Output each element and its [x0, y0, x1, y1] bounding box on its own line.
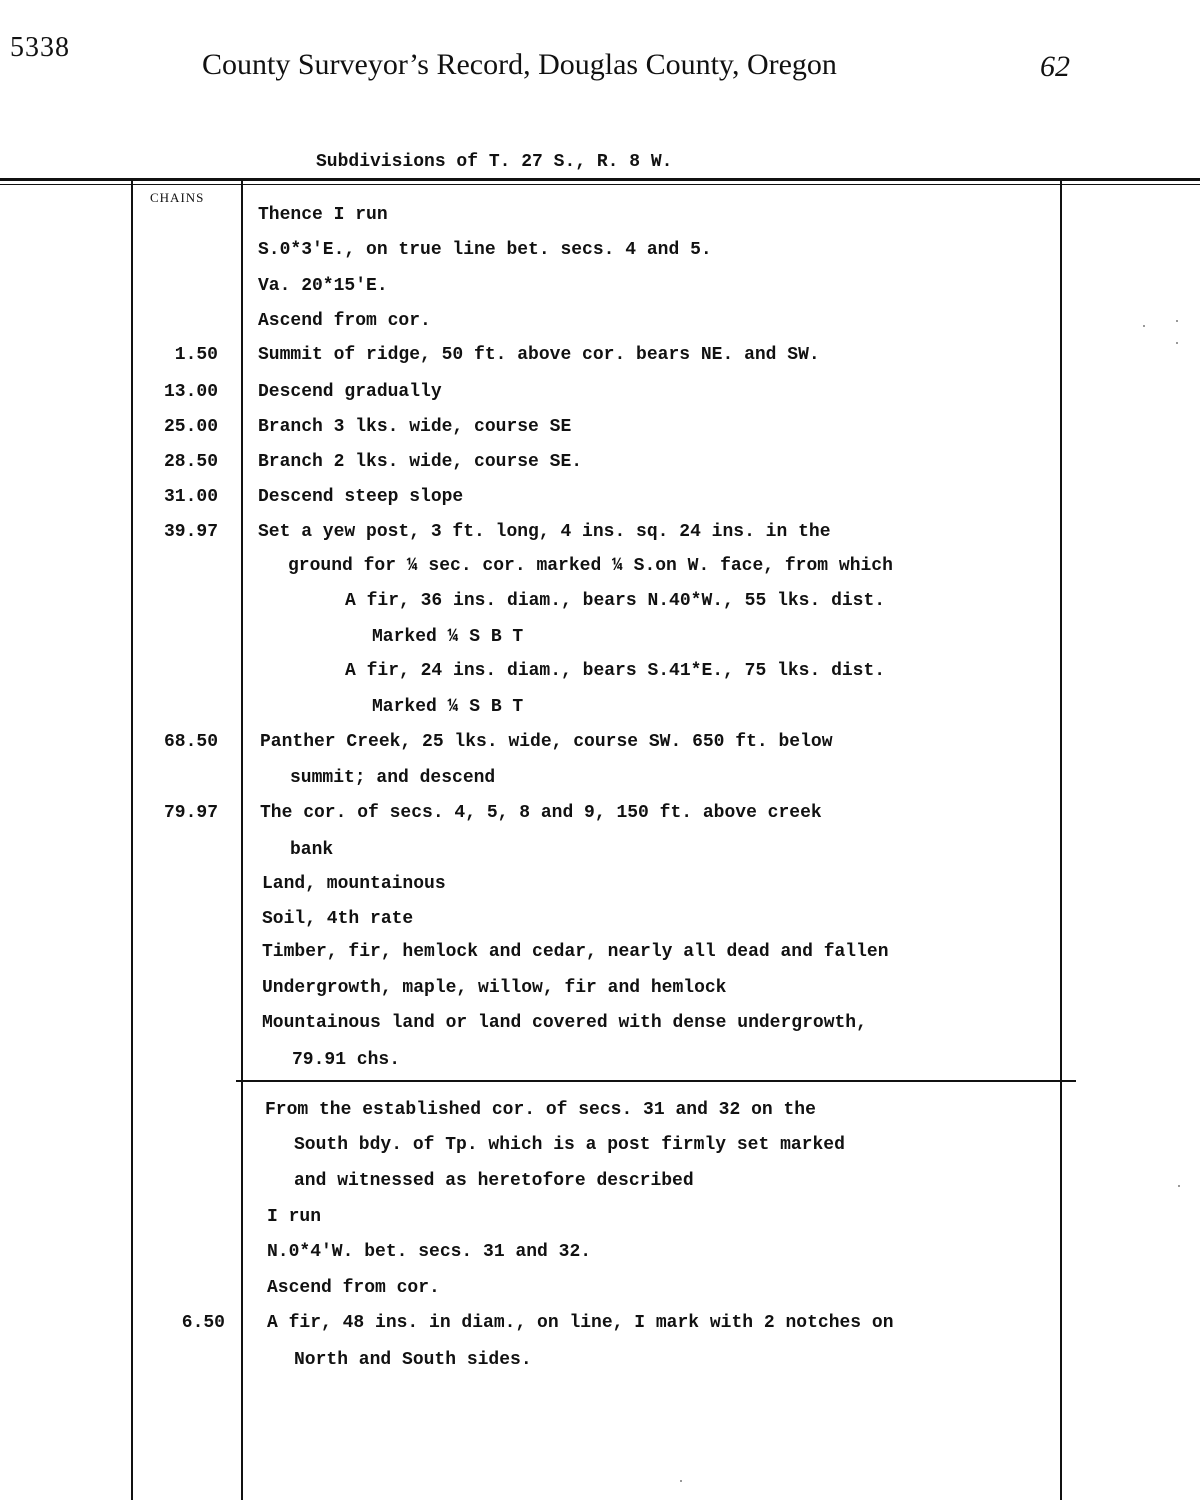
entry-text: Branch 3 lks. wide, course SE — [258, 417, 572, 437]
scan-speck — [1176, 342, 1178, 344]
entry-text: Marked ¼ S B T — [372, 697, 524, 717]
entry-text: Undergrowth, maple, willow, fir and hemlock — [262, 978, 727, 998]
entry-text: 79.91 chs. — [292, 1050, 401, 1070]
entry-text: Timber, fir, hemlock and cedar, nearly all dead and fallen — [262, 942, 889, 962]
entry-text: Thence I run — [258, 205, 388, 225]
entry-text: Set a yew post, 3 ft. long, 4 ins. sq. 24 ins. in the — [258, 522, 831, 542]
notes-column-right-rule — [1060, 181, 1062, 1500]
entry-text: summit; and descend — [290, 768, 496, 788]
entry-text: S.0*3'E., on true line bet. secs. 4 and 5. — [258, 240, 712, 260]
entry-text: From the established cor. of secs. 31 and 32 on the — [265, 1100, 816, 1120]
top-rule-thin — [0, 184, 1200, 185]
entry-text: Ascend from cor. — [258, 311, 431, 331]
entry-text: N.0*4'W. bet. secs. 31 and 32. — [267, 1242, 592, 1262]
chain-value: 25.00 — [163, 417, 218, 437]
chains-column-right-rule — [241, 181, 243, 1500]
chain-value: 68.50 — [163, 732, 218, 752]
page-title: County Surveyor’s Record, Douglas County, Oregon — [202, 48, 837, 81]
entry-text: A fir, 48 ins. in diam., on line, I mark with 2 notches on — [267, 1313, 894, 1333]
entry-text: North and South sides. — [294, 1350, 532, 1370]
entry-text: Descend gradually — [258, 382, 442, 402]
scan-speck — [680, 1480, 682, 1482]
chains-column-header: CHAINS — [150, 190, 205, 205]
entry-text: ground for ¼ sec. cor. marked ¼ S.on W. face, from which — [288, 556, 893, 576]
entry-text: South bdy. of Tp. which is a post firmly set marked — [294, 1135, 845, 1155]
chain-value: 6.50 — [181, 1313, 225, 1333]
scan-speck — [1176, 320, 1178, 322]
entry-text: and witnessed as heretofore described — [294, 1171, 694, 1191]
entry-separator-rule — [236, 1080, 1076, 1082]
chain-value: 79.97 — [163, 803, 218, 823]
entry-text: Summit of ridge, 50 ft. above cor. bears NE. and SW. — [258, 345, 820, 365]
page-number: 5338 — [10, 32, 70, 63]
entry-text: Land, mountainous — [262, 874, 446, 894]
entry-text: A fir, 36 ins. diam., bears N.40*W., 55 lks. dist. — [345, 591, 886, 611]
entry-text: Descend steep slope — [258, 487, 464, 507]
entry-text: A fir, 24 ins. diam., bears S.41*E., 75 lks. dist. — [345, 661, 886, 681]
entry-text: I run — [267, 1207, 322, 1227]
section-title: Subdivisions of T. 27 S., R. 8 W. — [316, 152, 673, 172]
entry-text: Va. 20*15'E. — [258, 276, 388, 296]
chain-value: 13.00 — [163, 382, 218, 402]
entry-text: Marked ¼ S B T — [372, 627, 524, 647]
top-rule — [0, 178, 1200, 181]
chain-value: 31.00 — [163, 487, 218, 507]
margin-handwritten-note — [12, 540, 52, 730]
page-mark: 62 — [1040, 50, 1070, 83]
entry-text: Soil, 4th rate — [262, 909, 414, 929]
chain-value: 1.50 — [174, 345, 218, 365]
entry-text: Ascend from cor. — [267, 1278, 440, 1298]
entry-text: Branch 2 lks. wide, course SE. — [258, 452, 583, 472]
entry-text: Mountainous land or land covered with dense undergrowth, — [262, 1013, 867, 1033]
entry-text: The cor. of secs. 4, 5, 8 and 9, 150 ft. above creek — [260, 803, 822, 823]
scan-speck — [1178, 1185, 1180, 1187]
chains-column-left-rule — [131, 181, 133, 1500]
chain-value: 39.97 — [163, 522, 218, 542]
scan-speck — [1143, 325, 1145, 327]
chain-value: 28.50 — [163, 452, 218, 472]
entry-text: bank — [290, 840, 334, 860]
entry-text: Panther Creek, 25 lks. wide, course SW. 650 ft. below — [260, 732, 833, 752]
